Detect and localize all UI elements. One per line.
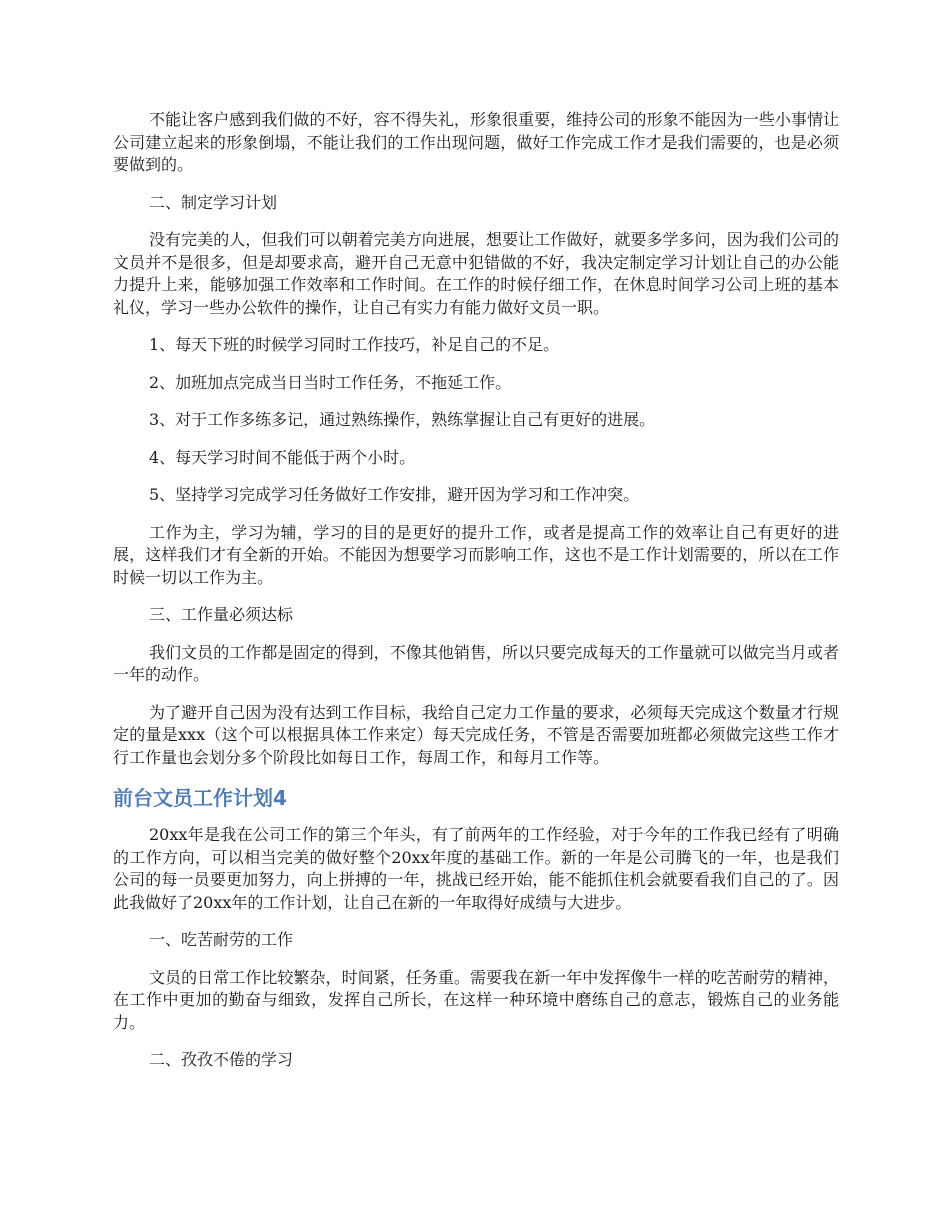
paragraph: 没有完美的人，但我们可以朝着完美方向进展，想要让工作做好，就要多学多问，因为我们公司的文员并不是很多，但是却要求高，避开自己无意中犯错做的不好，我决定制定学习计划让自己的办公能力提升上来，能够加强工作效率和工作时间。在工作的时候仔细工作，在休息时间学习公司上班的基本礼仪，学习一些办公软件的操作，让自己有实力有能力做好文员一职。 bbox=[113, 230, 839, 317]
list-item: 2、加班加点完成当日当时工作任务，不拖延工作。 bbox=[149, 372, 512, 392]
subsection-heading: 一、吃苦耐劳的工作 bbox=[149, 930, 294, 949]
paragraph: 不能让客户感到我们做的不好，容不得失礼，形象很重要，维持公司的形象不能因为一些小事情让公司建立起来的形象倒塌，不能让我们的工作出现问题，做好工作完成工作才是我们需要的，也是必须要做到的。 bbox=[113, 110, 839, 174]
paragraph: 为了避开自己因为没有达到工作目标，我给自己定力工作量的要求，必须每天完成这个数量才行规定的量是xxx（这个可以根据具体工作来定）每天完成任务，不管是否需要加班都必须做完这些工作才行工作量也会划分多个阶段比如每日工作，每周工作，和每月工作等。 bbox=[113, 702, 839, 767]
subsection-heading: 二、制定学习计划 bbox=[149, 192, 278, 212]
paragraph: 20xx年是我在公司工作的第三个年头，有了前两年的工作经验，对于今年的工作我已经有了明确的工作方向，可以相当完美的做好整个20xx年度的基础工作。新的一年是公司腾飞的一年，也是我们公司的每一员要更加努力，向上拼搏的一年，挑战已经开始，能不能抓住机会就要看我们自己的了。因此我做好了20xx年的工作计划，让自己在新的一年取得好成绩与大进步。 bbox=[113, 825, 839, 912]
list-item: 1、每天下班的时候学习同时工作技巧，补足自己的不足。 bbox=[149, 335, 560, 354]
list-item: 5、坚持学习完成学习任务做好工作安排，避开因为学习和工作冲突。 bbox=[149, 485, 640, 504]
paragraph: 文员的日常工作比较繁杂，时间紧，任务重。需要我在新一年中发挥像牛一样的吃苦耐劳的精神，在工作中更加的勤奋与细致，发挥自己所长，在这样一种环境中磨练自己的意志，锻炼自己的业务能力。 bbox=[113, 967, 839, 1032]
paragraph: 工作为主，学习为辅，学习的目的是更好的提升工作，或者是提高工作的效率让自己有更好的进展，这样我们才有全新的开始。不能因为想要学习而影响工作，这也不是工作计划需要的，所以在工作时候一切以工作为主。 bbox=[113, 522, 839, 587]
subsection-heading: 三、工作量必须达标 bbox=[149, 605, 294, 624]
subsection-heading: 二、孜孜不倦的学习 bbox=[149, 1050, 294, 1069]
section-heading: 前台文员工作计划4 bbox=[113, 786, 287, 810]
list-item: 3、对于工作多练多记，通过熟练操作，熟练掌握让自己有更好的进展。 bbox=[149, 410, 656, 429]
list-item: 4、每天学习时间不能低于两个小时。 bbox=[149, 447, 416, 467]
paragraph: 我们文员的工作都是固定的得到，不像其他销售，所以只要完成每天的工作量就可以做完当月或者一年的动作。 bbox=[113, 642, 839, 684]
document-body bbox=[113, 109, 839, 1087]
